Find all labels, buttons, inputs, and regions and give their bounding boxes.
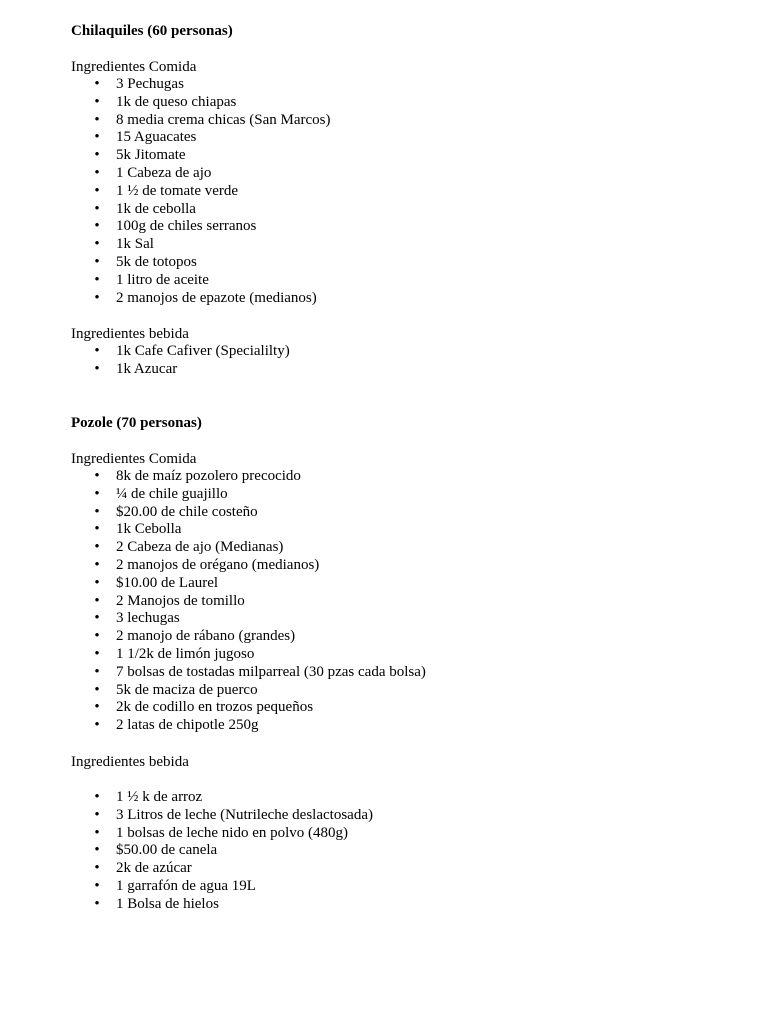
list-item (71, 646, 711, 664)
ingredient-text: 2 manojos de orégano (medianos) (116, 556, 320, 573)
ingredient-text: 5k de maciza de puerco (116, 681, 258, 698)
bullet-icon: • (94, 645, 100, 662)
bullet-icon: • (94, 361, 100, 378)
list-item (71, 201, 711, 219)
ingredient-text: 1 litro de aceite (116, 271, 209, 288)
bullet-icon: • (94, 788, 100, 805)
ingredient-text: 3 lechugas (116, 610, 180, 627)
bullet-icon: • (94, 663, 100, 680)
list-item (71, 807, 711, 825)
list-item (71, 521, 711, 539)
list-item (71, 699, 711, 717)
list-item (71, 361, 711, 379)
ingredient-text: 1k Cafe Cafiver (Specialilty) (116, 343, 290, 360)
ingredient-text: $20.00 de chile costeño (116, 503, 258, 520)
ingredient-text: ¼ de chile guajillo (116, 485, 228, 502)
bullet-icon: • (94, 111, 100, 128)
list-item (71, 129, 711, 147)
list-item (71, 575, 711, 593)
ingredient-text: 2 manojos de epazote (medianos) (116, 289, 317, 306)
spacer (71, 433, 711, 450)
ingredient-text: 5k de totopos (116, 253, 197, 270)
bullet-icon: • (94, 806, 100, 823)
list-item (71, 593, 711, 611)
list-item (71, 557, 711, 575)
bullet-icon: • (94, 467, 100, 484)
ingredient-text: 1 1/2k de limón jugoso (116, 645, 255, 662)
ingredient-text: 2k de azúcar (116, 860, 192, 877)
bullet-icon: • (94, 574, 100, 591)
food-ingredient-list (71, 76, 711, 307)
bullet-icon: • (94, 182, 100, 199)
list-item (71, 682, 711, 700)
recipe-section-pozole (71, 413, 711, 914)
ingredient-text: 1 ½ k de arroz (116, 788, 203, 805)
spacer (71, 307, 711, 325)
ingredient-text: 1 ½ de tomate verde (116, 182, 239, 199)
recipe-title: Chilaquiles (60 personas) (71, 23, 233, 39)
ingredient-text: 1 Cabeza de ajo (116, 164, 212, 181)
list-item (71, 825, 711, 843)
list-item (71, 94, 711, 112)
food-ingredient-list (71, 468, 711, 735)
bullet-icon: • (94, 271, 100, 288)
bullet-icon: • (94, 147, 100, 164)
recipe-title: Pozole (70 personas) (71, 414, 202, 431)
ingredient-text: 2 Manojos de tomillo (116, 592, 245, 609)
bullet-icon: • (94, 824, 100, 841)
spacer (71, 771, 711, 789)
list-item (71, 896, 711, 914)
ingredient-text: $10.00 de Laurel (116, 574, 219, 591)
bullet-icon: • (94, 200, 100, 217)
list-item (71, 147, 711, 165)
ingredient-text: 8k de maíz pozolero precocido (116, 467, 301, 484)
list-item (71, 789, 711, 807)
list-item (71, 504, 711, 522)
list-item (71, 343, 711, 361)
bullet-icon: • (94, 717, 100, 734)
drink-ingredient-list (71, 789, 711, 914)
bullet-icon: • (94, 699, 100, 716)
ingredient-text: 3 Pechugas (116, 76, 184, 92)
bullet-icon: • (94, 236, 100, 253)
list-item (71, 272, 711, 290)
drink-ingredients-heading: Ingredientes bebida (71, 326, 189, 343)
food-ingredients-heading: Ingredientes Comida (71, 450, 197, 467)
bullet-icon: • (94, 877, 100, 894)
list-item (71, 76, 711, 94)
list-item (71, 842, 711, 860)
bullet-icon: • (94, 521, 100, 538)
bullet-icon: • (94, 539, 100, 556)
bullet-icon: • (94, 681, 100, 698)
bullet-icon: • (94, 628, 100, 645)
ingredient-text: 1 bolsas de leche nido en polvo (480g) (116, 824, 349, 841)
bullet-icon: • (94, 164, 100, 181)
recipe-section-chilaquiles (71, 21, 711, 379)
list-item (71, 664, 711, 682)
spacer (71, 735, 711, 753)
spacer (71, 379, 711, 413)
bullet-icon: • (94, 556, 100, 573)
list-item (71, 610, 711, 628)
spacer (71, 41, 711, 58)
bullet-icon: • (94, 610, 100, 627)
list-item (71, 112, 711, 130)
list-item (71, 860, 711, 878)
bullet-icon: • (94, 343, 100, 360)
list-item (71, 165, 711, 183)
bullet-icon: • (94, 860, 100, 877)
ingredient-text: 1k de queso chiapas (116, 93, 237, 110)
list-item (71, 254, 711, 272)
bullet-icon: • (94, 218, 100, 235)
list-item (71, 290, 711, 308)
ingredient-text: 8 media crema chicas (San Marcos) (116, 111, 331, 128)
ingredient-text: 2 Cabeza de ajo (Medianas) (116, 539, 284, 556)
list-item (71, 468, 711, 486)
ingredient-text: 1 garrafón de agua 19L (116, 877, 256, 894)
bullet-icon: • (94, 895, 100, 912)
drink-ingredients-heading: Ingredientes bebida (71, 753, 189, 770)
list-item (71, 539, 711, 557)
ingredient-text: 1k Azucar (116, 361, 178, 378)
ingredient-text: 2 manojo de rábano (grandes) (116, 628, 296, 645)
ingredient-text: 1k de cebolla (116, 200, 196, 217)
document-body (71, 21, 711, 913)
list-item (71, 236, 711, 254)
ingredient-text: 1k Cebolla (116, 521, 182, 538)
list-item (71, 486, 711, 504)
ingredient-text: 2 latas de chipotle 250g (116, 717, 259, 734)
bullet-icon: • (94, 485, 100, 502)
ingredient-text: 2k de codillo en trozos pequeños (116, 699, 314, 716)
bullet-icon: • (94, 842, 100, 859)
ingredient-text: $50.00 de canela (116, 842, 218, 859)
ingredient-text: 1k Sal (116, 236, 154, 253)
ingredient-text: 1 Bolsa de hielos (116, 895, 219, 912)
ingredient-text: 5k Jitomate (116, 147, 186, 164)
list-item (71, 717, 711, 735)
drink-ingredient-list (71, 343, 711, 379)
list-item (71, 878, 711, 896)
bullet-icon: • (94, 592, 100, 609)
bullet-icon: • (94, 93, 100, 110)
bullet-icon: • (94, 253, 100, 270)
ingredient-text: 100g de chiles serranos (116, 218, 257, 235)
list-item (71, 183, 711, 201)
ingredient-text: 7 bolsas de tostadas milparreal (30 pzas cada bolsa) (116, 663, 426, 680)
bullet-icon: • (94, 289, 100, 306)
list-item (71, 218, 711, 236)
bullet-icon: • (94, 76, 100, 92)
bullet-icon: • (94, 503, 100, 520)
ingredient-text: 3 Litros de leche (Nutrileche deslactosada) (116, 806, 373, 823)
bullet-icon: • (94, 129, 100, 146)
list-item (71, 628, 711, 646)
ingredient-text: 15 Aguacates (116, 129, 197, 146)
food-ingredients-heading: Ingredientes Comida (71, 59, 197, 75)
